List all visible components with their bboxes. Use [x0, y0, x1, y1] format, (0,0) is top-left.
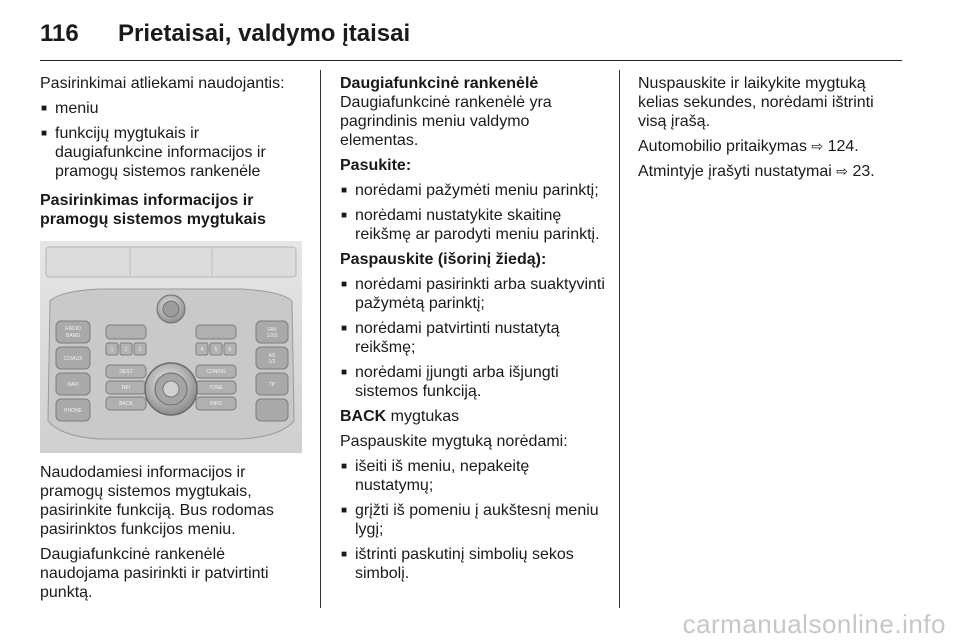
subheading: Pasukite: — [340, 157, 412, 174]
nfi-button-label: NFI — [121, 385, 131, 391]
list-item: ■ išeiti iš meniu, nepakeitę nustatymų; — [340, 457, 606, 495]
page-title: Prietaisai, valdymo įtaisai — [118, 20, 411, 47]
paragraph: Nuspauskite ir laikykite mygtuką kelias sekundes, norėdami ištrinti visą įrašą. — [638, 75, 874, 130]
radio-button-label: RADIO — [65, 326, 81, 332]
phone-button-label: PHONE — [64, 408, 82, 414]
tp-button-label: TP — [268, 382, 276, 388]
page-header — [40, 14, 410, 54]
control-panel-illustration — [40, 241, 302, 453]
cross-reference: Atmintyje įrašyti nustatymai ⇨ 23. — [638, 163, 875, 180]
list-item: ■ ištrinti paskutinį simbolių sekos simbolį. — [340, 545, 606, 583]
subheading: Paspauskite (išorinį žiedą): — [340, 251, 547, 268]
list-item: ■ norėdami įjungti arba išjungti sistemos funkciją. — [340, 363, 606, 401]
band-button-label: BAND — [66, 333, 80, 339]
fav-button-label: FAV — [267, 327, 277, 333]
as-sub-label: 1/2 — [268, 359, 276, 365]
preset-1-label: 1 — [110, 347, 114, 353]
preset-4-label: 4 — [200, 347, 204, 353]
list-item: ■ meniu — [40, 99, 306, 118]
dest-button-label: DEST — [119, 369, 133, 375]
selection-list — [40, 99, 306, 181]
back-heading — [340, 407, 606, 426]
list-item: ■ norėdami pažymėti meniu parinktį; — [340, 181, 606, 200]
header-rule — [40, 60, 902, 61]
list-item: ■ grįžti iš pomeniu į aukštesnį meniu lygį; — [340, 501, 606, 539]
back-label: BACK — [340, 408, 387, 425]
paragraph: Daugiafunkcinė rankenėlė yra pagrindinis meniu valdymo elementas. — [340, 94, 552, 149]
list-item: ■ norėdami pasirinkti arba suaktyvinti pažymėtą parinktį; — [340, 275, 606, 313]
arrow-right-icon: ⇨ — [836, 163, 849, 179]
section-heading: Daugiafunkcinė rankenėlė — [340, 75, 539, 92]
paragraph: Paspauskite mygtuką norėdami: — [340, 433, 568, 450]
cd-aux-button-label: CD/AUX — [63, 356, 83, 362]
column-2 — [340, 74, 606, 589]
arrow-right-icon: ⇨ — [811, 138, 824, 154]
config-button-label: CONFIG — [206, 369, 226, 375]
intro-text: Pasirinkimai atliekami naudojantis: — [40, 75, 285, 92]
preset-3-label: 3 — [138, 347, 142, 353]
column-1 — [40, 74, 306, 608]
cross-reference: Automobilio pritaikymas ⇨ 124. — [638, 138, 859, 155]
back-suffix: mygtukas — [386, 408, 460, 425]
control-panel-figure — [40, 241, 302, 453]
paragraph: Daugiafunkcinė rankenėlė naudojama pasirinkti ir patvirtinti punktą. — [40, 546, 269, 601]
watermark: carmanualsonline.info — [682, 609, 946, 639]
paragraph: Naudodamiesi informacijos ir pramogų sistemos mygtukais, pasirinkite funkciją. Bus rodomas pasirinktos funkcijos meniu. — [40, 464, 274, 538]
turn-list — [340, 181, 606, 244]
list-item: ■ norėdami patvirtinti nustatytą reikšmę; — [340, 319, 606, 357]
column-divider-1 — [320, 70, 321, 608]
page-number: 116 — [40, 20, 79, 47]
preset-2-label: 2 — [124, 347, 128, 353]
list-item: ■ norėdami nustatykite skaitinę reikšmę ar parodyti meniu parinktį. — [340, 206, 606, 244]
back-list — [340, 457, 606, 583]
tone-button-label: TONE — [209, 385, 223, 391]
section-heading: Pasirinkimas informacijos ir pramogų sistemos mygtukais — [40, 192, 266, 228]
preset-6-label: 6 — [228, 347, 232, 353]
as-button-label: AS — [268, 353, 276, 359]
back-button-label: BACK — [119, 401, 133, 407]
column-3 — [638, 74, 900, 187]
preset-5-label: 5 — [214, 347, 218, 353]
column-divider-2 — [619, 70, 620, 608]
list-item: ■ funkcijų mygtukais ir daugiafunkcine informacijos ir pramogų sistemos rankenėle — [40, 124, 306, 181]
press-list — [340, 275, 606, 401]
info-button-label: INFO — [210, 401, 222, 407]
fav-sub-label: 1/2/3 — [266, 333, 278, 339]
nav-button-label: NAVI — [67, 382, 79, 388]
